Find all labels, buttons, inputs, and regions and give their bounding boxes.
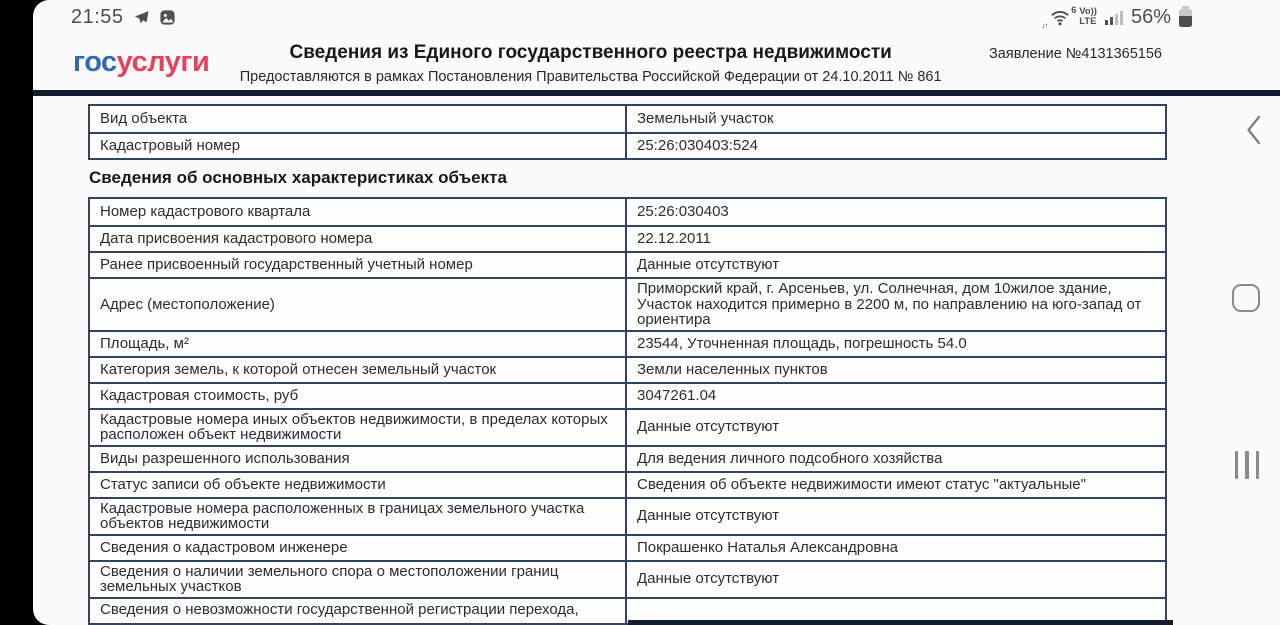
document-body	[33, 96, 1280, 625]
row-value: Земельный участок	[637, 110, 774, 128]
row-label: Кадастровые номера расположенных в границах земельного участка объектов недвижимости	[90, 499, 627, 534]
recents-icon[interactable]	[1235, 451, 1260, 479]
row-label: Ранее присвоенный государственный учетный номер	[90, 253, 627, 277]
gosuslugi-logo	[73, 46, 209, 79]
row-value: 25:26:030403	[637, 203, 729, 221]
logo-part-red: услуги	[116, 46, 210, 78]
row-value: 3047261.04	[637, 386, 717, 404]
row-label: Кадастровый номер	[90, 134, 627, 158]
table-row	[90, 497, 1165, 534]
row-value: 25:26:030403:524	[637, 137, 758, 155]
row-label: Сведения о наличии земельного спора о местоположении границ земельных участков	[90, 562, 627, 597]
row-value: Данные отсутствуют	[637, 570, 780, 588]
object-table	[88, 104, 1167, 160]
row-label: Кадастровая стоимость, руб	[90, 384, 627, 408]
table-row	[90, 534, 1165, 560]
table-row	[90, 597, 1165, 623]
row-label: Вид объекта	[90, 106, 627, 132]
row-label: Сведения о невозможности государственной регистрации перехода,	[90, 599, 627, 623]
row-value: Данные отсутствуют	[637, 256, 780, 274]
row-value: Данные отсутствуют	[637, 507, 780, 525]
table-row	[90, 199, 1165, 225]
table-row	[90, 471, 1165, 497]
row-value	[627, 599, 1165, 602]
row-label: Номер кадастрового квартала	[90, 199, 627, 225]
gallery-icon	[159, 9, 176, 26]
document-title: Сведения из Единого государственного реестра недвижимости	[289, 42, 892, 63]
row-value: Земли населенных пунктов	[637, 360, 828, 378]
row-label: Кадастровые номера иных объектов недвижимости, в пределах которых расположен объект недвижимости	[90, 410, 627, 445]
row-value: 23544, Уточненная площадь, погрешность 54.0	[637, 334, 967, 352]
application-number: Заявление №4131365156	[989, 46, 1162, 62]
table-row	[90, 277, 1165, 330]
row-value: Приморский край, г. Арсеньев, ул. Солнечная, дом 10жилое здание, Участок находится примерно в 2200 м, по направлению на юго-запад от ориентира	[637, 280, 1142, 328]
row-label: Дата присвоения кадастрового номера	[90, 227, 627, 251]
table-row	[90, 132, 1165, 158]
status-bar	[33, 0, 1280, 30]
battery-percent: 56%	[1130, 5, 1171, 28]
table-row	[90, 560, 1165, 597]
bottom-divider	[628, 620, 1173, 625]
phone-screen	[33, 0, 1280, 625]
row-value: Данные отсутствуют	[637, 418, 780, 436]
table-row	[90, 330, 1165, 356]
table-row	[90, 408, 1165, 445]
clock: 21:55	[71, 5, 124, 28]
document-header	[33, 30, 1280, 90]
row-value: 22.12.2011	[637, 230, 711, 248]
table-row	[90, 356, 1165, 382]
wifi-icon	[1041, 5, 1077, 30]
row-value: Покрашенко Наталья Александровна	[637, 538, 899, 556]
signal-icon	[1105, 10, 1123, 25]
row-label: Категория земель, к которой отнесен земельный участок	[90, 358, 627, 382]
volte-icon: Vo)) LTE	[1079, 6, 1097, 27]
row-label: Адрес (местоположение)	[90, 279, 627, 330]
back-icon[interactable]	[1245, 115, 1262, 145]
section-title: Сведения об основных характеристиках объекта	[89, 168, 507, 187]
table-row	[90, 445, 1165, 471]
table-row	[90, 382, 1165, 408]
document-subtitle: Предоставляются в рамках Постановления Правительства Российской Федерации от 24.10.2011 № 861	[239, 69, 942, 85]
telegram-icon	[133, 9, 150, 26]
wifi-standard-label: 6	[1071, 5, 1077, 15]
home-icon[interactable]	[1232, 284, 1260, 312]
details-table	[88, 197, 1167, 625]
navigation-rail	[1220, 0, 1280, 625]
table-row	[90, 225, 1165, 251]
row-label: Площадь, м²	[90, 332, 627, 356]
row-value: Для ведения личного подсобного хозяйства	[637, 449, 943, 467]
row-label: Виды разрешенного использования	[90, 447, 627, 471]
row-label: Статус записи об объекте недвижимости	[90, 473, 627, 497]
row-label: Сведения о кадастровом инженере	[90, 536, 627, 560]
table-row	[90, 251, 1165, 277]
battery-icon	[1179, 9, 1192, 27]
row-value: Сведения об объекте недвижимости имеют статус "актуальные"	[637, 475, 1086, 493]
table-row	[90, 106, 1165, 132]
wifi-traffic-arrows: ↓↑	[1041, 21, 1048, 30]
logo-part-blue: гос	[73, 46, 117, 78]
